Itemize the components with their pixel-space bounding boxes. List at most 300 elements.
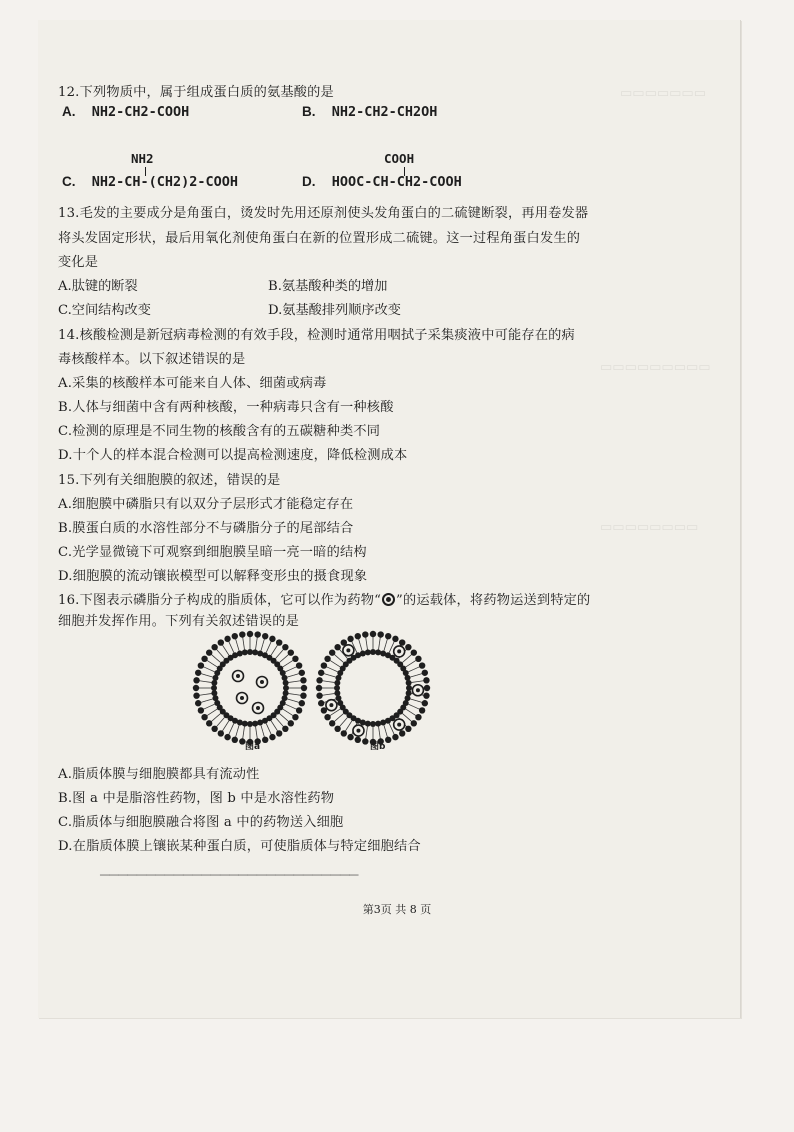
- lipid-head: [218, 639, 224, 645]
- bleed-through-text: ▭▭▭▭▭▭▭▭: [600, 520, 699, 535]
- lipid-tail: [284, 655, 289, 659]
- q12-c-substituent: NH2: [131, 151, 154, 166]
- lipid-tail: [201, 701, 207, 703]
- option-label: B.: [302, 104, 316, 119]
- q16-stem-line1: [58, 589, 590, 608]
- lipid-tail: [332, 669, 337, 671]
- lipid-head: [316, 677, 322, 683]
- lipid-head: [288, 649, 294, 655]
- lipid-tail: [209, 669, 214, 671]
- drug-symbol-icon: [382, 593, 395, 606]
- lipid-head: [247, 649, 253, 655]
- lipid-tail: [279, 722, 283, 727]
- lipid-tail: [222, 726, 225, 731]
- lipid-tail: [334, 655, 339, 659]
- q12-option-d: [302, 174, 462, 190]
- q15-stem: 15.下列有关细胞膜的叙述，错误的是: [58, 473, 281, 488]
- lipid-tail: [229, 642, 231, 647]
- lipid-head: [242, 649, 248, 655]
- lipid-head: [211, 685, 217, 691]
- lipid-tail: [279, 649, 283, 654]
- lipid-head: [283, 680, 289, 686]
- q12-option-a: [62, 104, 189, 120]
- lipid-tail: [392, 642, 394, 647]
- lipid-head: [335, 695, 341, 701]
- drug-molecule-core: [260, 680, 264, 684]
- lipid-tail: [207, 699, 213, 701]
- lipid-head: [422, 670, 428, 676]
- lipid-head: [419, 662, 425, 668]
- lipid-tail: [221, 717, 225, 722]
- lipid-head: [406, 690, 412, 696]
- lipid-head: [347, 734, 353, 740]
- lipid-tail: [217, 649, 221, 654]
- q15-option-b: B.膜蛋白质的水溶性部分不与磷脂分子的尾部结合: [58, 521, 354, 536]
- lipid-head: [239, 631, 245, 637]
- lipid-head: [193, 677, 199, 683]
- lipid-head: [276, 639, 282, 645]
- lipid-tail: [402, 714, 407, 718]
- lipid-head: [193, 692, 199, 698]
- lipid-tail: [407, 655, 412, 659]
- lipid-head: [206, 720, 212, 726]
- lipid-head: [276, 730, 282, 736]
- lipid-tail: [366, 733, 367, 739]
- lipid-head: [247, 721, 253, 727]
- lipid-tail: [266, 647, 268, 652]
- lipid-tail: [288, 712, 293, 715]
- lipid-head: [419, 707, 425, 713]
- lipid-tail: [345, 726, 348, 731]
- q16-option-d: D.在脂质体膜上镶嵌某种蛋白质，可使脂质体与特定细胞结合: [58, 839, 421, 854]
- lipid-tail: [323, 681, 329, 682]
- lipid-head: [415, 656, 421, 662]
- lipid-tail: [379, 638, 380, 644]
- lipid-tail: [295, 694, 301, 695]
- lipid-head: [347, 636, 353, 642]
- figure-a-label: 图a: [245, 742, 261, 752]
- lipid-head: [252, 649, 258, 655]
- lipid-tail: [367, 643, 368, 649]
- lipid-tail: [221, 654, 225, 659]
- lipid-head: [247, 631, 253, 637]
- lipid-tail: [389, 723, 391, 728]
- q13-option-a: A.肽键的断裂: [58, 279, 138, 294]
- lipid-tail: [414, 707, 419, 709]
- lipid-tail: [366, 638, 367, 644]
- lipid-head: [334, 685, 340, 691]
- lipid-head: [282, 675, 288, 681]
- lipid-tail: [416, 674, 422, 676]
- lipid-tail: [201, 674, 207, 676]
- lipid-tail: [212, 664, 217, 667]
- lipid-tail: [411, 712, 416, 715]
- lipid-tail: [339, 659, 344, 663]
- lipid-head: [232, 737, 238, 743]
- lipid-tail: [402, 659, 407, 663]
- lipid-tail: [212, 709, 217, 712]
- lipid-tail: [204, 707, 209, 709]
- lipid-head: [318, 700, 324, 706]
- lipid-tail: [274, 645, 277, 650]
- lipid-head: [282, 726, 288, 732]
- lipid-head: [195, 670, 201, 676]
- q13-option-d: D.氨基酸排列顺序改变: [268, 303, 401, 318]
- drug-molecule-core: [329, 703, 333, 707]
- q14-stem-line2: 毒核酸样本。以下叙述错误的是: [58, 352, 246, 367]
- lipid-tail: [285, 704, 290, 706]
- lipid-tail: [386, 639, 388, 645]
- lipid-tail: [287, 699, 293, 701]
- lipid-tail: [379, 733, 380, 739]
- q14-stem-line1: 14.核酸检测是新冠病毒检测的有效手段，检测时通常用咽拭子采集痰液中可能存在的病: [58, 328, 575, 343]
- bleed-through-text: ▭▭▭▭▭▭▭: [620, 86, 706, 101]
- bleed-through-line: ▁▁▁▁▁▁▁▁▁▁▁▁▁▁▁▁▁▁▁▁▁▁▁▁▁▁▁▁: [100, 862, 359, 876]
- lipid-head: [341, 730, 347, 736]
- lipid-tail: [279, 714, 284, 718]
- lipid-head: [257, 720, 263, 726]
- lipid-head: [406, 685, 412, 691]
- lipid-tail: [226, 721, 229, 726]
- lipid-head: [254, 631, 260, 637]
- lipid-tail: [327, 667, 332, 669]
- lipid-head: [411, 649, 417, 655]
- lipid-head: [355, 737, 361, 743]
- lipid-tail: [410, 699, 416, 701]
- lipid-tail: [205, 694, 211, 695]
- lipid-tail: [334, 717, 339, 721]
- q16-option-a: A.脂质体膜与细胞膜都具有流动性: [58, 767, 260, 782]
- lipid-head: [198, 662, 204, 668]
- lipid-head: [211, 644, 217, 650]
- option-label: D.: [302, 174, 316, 189]
- lipid-head: [232, 633, 238, 639]
- lipid-tail: [293, 701, 299, 703]
- lipid-head: [212, 695, 218, 701]
- lipid-head: [301, 685, 307, 691]
- lipid-tail: [284, 717, 289, 721]
- lipid-head: [292, 656, 298, 662]
- lipid-tail: [340, 722, 344, 727]
- drug-molecule-core: [416, 688, 420, 692]
- drug-molecule-core: [397, 723, 401, 727]
- q15-option-c: C.光学显微镜下可观察到细胞膜呈暗一亮一暗的结构: [58, 545, 367, 560]
- lipid-head: [423, 677, 429, 683]
- lipid-tail: [244, 643, 245, 649]
- lipid-tail: [408, 669, 413, 671]
- liposome-figure: [190, 630, 440, 750]
- q12-option-b: [302, 104, 437, 120]
- drug-molecule-core: [397, 649, 401, 653]
- lipid-tail: [289, 682, 295, 683]
- lipid-tail: [293, 674, 299, 676]
- q12-stem: 12.下列物质中，属于组成蛋白质的氨基酸的是: [58, 85, 334, 100]
- lipid-tail: [243, 733, 244, 739]
- lipid-tail: [207, 660, 212, 663]
- lipid-tail: [288, 660, 293, 663]
- lipid-head: [299, 700, 305, 706]
- lipid-tail: [236, 639, 238, 645]
- lipid-tail: [416, 701, 422, 703]
- lipid-head: [316, 685, 322, 691]
- drug-molecule-core: [346, 648, 350, 652]
- lipid-head: [211, 690, 217, 696]
- lipid-tail: [276, 717, 280, 722]
- q16-option-b: B.图 a 中是脂溶性药物，图 b 中是水溶性药物: [58, 791, 335, 806]
- drug-molecule-core: [240, 696, 244, 700]
- lipid-tail: [216, 659, 221, 663]
- lipid-head: [296, 707, 302, 713]
- q16-stem-pre: 16.下图表示磷脂分子构成的脂质体，它可以作为药物“: [58, 593, 382, 608]
- lipid-tail: [266, 723, 268, 728]
- lipid-head: [334, 680, 340, 686]
- lipid-tail: [291, 707, 296, 709]
- lipid-head: [252, 721, 258, 727]
- lipid-head: [318, 670, 324, 676]
- drug-molecule-core: [256, 706, 260, 710]
- lipid-head: [237, 650, 243, 656]
- lipid-tail: [295, 681, 301, 682]
- lipid-head: [201, 656, 207, 662]
- lipid-tail: [256, 727, 257, 733]
- lipid-tail: [271, 721, 274, 726]
- lipid-head: [377, 631, 383, 637]
- q16-stem-post: ”的运载体，将药物运送到特定的: [396, 593, 591, 608]
- lipid-tail: [269, 729, 271, 734]
- lipid-head: [411, 720, 417, 726]
- lipid-head: [399, 639, 405, 645]
- lipid-tail: [274, 726, 277, 731]
- lipid-tail: [335, 664, 340, 667]
- lipid-tail: [222, 645, 225, 650]
- lipid-tail: [339, 714, 344, 718]
- q13-stem-line1: 13.毛发的主要成分是角蛋白，烫发时先用还原剂使头发角蛋白的二硫键断裂，再用卷发器: [58, 206, 589, 221]
- lipid-tail: [231, 723, 233, 728]
- lipid-head: [360, 650, 366, 656]
- lipid-tail: [279, 659, 284, 663]
- lipid-head: [385, 633, 391, 639]
- option-label: A.: [62, 104, 76, 119]
- lipid-tail: [411, 660, 416, 663]
- lipid-tail: [263, 731, 265, 737]
- lipid-tail: [211, 655, 216, 659]
- lipid-head: [380, 720, 386, 726]
- lipid-head: [201, 714, 207, 720]
- lipid-tail: [261, 725, 263, 731]
- lipid-head: [206, 649, 212, 655]
- lipid-tail: [237, 725, 239, 731]
- lipid-head: [405, 726, 411, 732]
- bleed-through-text: ▭▭▭▭▭▭▭▭▭: [600, 360, 711, 375]
- lipid-tail: [330, 660, 335, 663]
- lipid-head: [300, 677, 306, 683]
- q12-d-substituent: COOH: [384, 151, 415, 166]
- lipid-head: [324, 714, 330, 720]
- lipid-head: [424, 685, 430, 691]
- lipid-tail: [287, 675, 293, 677]
- lipid-head: [211, 680, 217, 686]
- lipid-tail: [244, 727, 245, 733]
- lipid-head: [292, 714, 298, 720]
- q13-stem-line3: 变化是: [58, 255, 99, 270]
- lipid-tail: [209, 704, 214, 706]
- lipid-tail: [289, 694, 295, 695]
- lipid-head: [370, 721, 376, 727]
- lipid-tail: [207, 712, 212, 715]
- lipid-head: [334, 644, 340, 650]
- lipid-head: [423, 692, 429, 698]
- q14-option-a: A.采集的核酸样本可能来自人体、细菌或病毒: [58, 376, 327, 391]
- lipid-head: [334, 726, 340, 732]
- lipid-head: [288, 720, 294, 726]
- lipid-tail: [349, 721, 352, 726]
- q13-option-c: C.空间结构改变: [58, 303, 151, 318]
- lipid-tail: [360, 645, 362, 651]
- lipid-head: [193, 685, 199, 691]
- lipid-head: [321, 662, 327, 668]
- lipid-tail: [412, 682, 418, 683]
- lipid-head: [405, 644, 411, 650]
- lipid-tail: [217, 722, 221, 727]
- lipid-head: [375, 649, 381, 655]
- page-number: 第3页 共 8 页: [362, 903, 432, 916]
- lipid-head: [218, 730, 224, 736]
- formula: NH2-CH2-COOH: [91, 104, 190, 120]
- drug-molecule-core: [236, 674, 240, 678]
- lipid-tail: [328, 682, 334, 683]
- formula: NH2-CH-(CH2)2-COOH: [91, 174, 239, 190]
- lipid-tail: [330, 712, 335, 715]
- lipid-tail: [328, 694, 334, 695]
- lipid-tail: [344, 717, 348, 722]
- lipid-tail: [354, 647, 356, 652]
- lipid-tail: [324, 674, 330, 676]
- q12-option-c: [62, 174, 238, 190]
- lipid-head: [399, 730, 405, 736]
- lipid-head: [385, 737, 391, 743]
- lipid-head: [334, 690, 340, 696]
- lipid-head: [262, 737, 268, 743]
- lipid-tail: [207, 675, 213, 677]
- lipid-head: [329, 720, 335, 726]
- lipid-head: [283, 690, 289, 696]
- lipid-head: [362, 631, 368, 637]
- lipid-head: [329, 649, 335, 655]
- lipid-head: [392, 734, 398, 740]
- lipid-head: [392, 636, 398, 642]
- lipid-tail: [406, 664, 411, 667]
- lipid-tail: [271, 650, 274, 655]
- lipid-tail: [406, 709, 411, 712]
- lipid-head: [195, 700, 201, 706]
- lipid-tail: [407, 717, 412, 721]
- lipid-head: [262, 633, 268, 639]
- lipid-tail: [256, 643, 257, 649]
- lipid-head: [300, 692, 306, 698]
- lipid-tail: [216, 714, 221, 718]
- lipid-head: [224, 636, 230, 642]
- liposome-b-diagram: [316, 631, 430, 745]
- lipid-tail: [229, 729, 231, 734]
- formula: HOOC-CH-CH2-COOH: [331, 174, 462, 190]
- q14-option-d: D.十个人的样本混合检测可以提高检测速度，降低检测成本: [58, 448, 408, 463]
- lipid-head: [365, 649, 371, 655]
- lipid-tail: [418, 681, 424, 682]
- lipid-tail: [231, 647, 233, 652]
- lipid-tail: [204, 667, 209, 669]
- drug-molecule-core: [356, 729, 360, 733]
- lipid-head: [316, 692, 322, 698]
- lipid-head: [242, 721, 248, 727]
- q14-option-c: C.检测的原理是不同生物的核酸含有的五碳糖种类不同: [58, 424, 381, 439]
- lipid-head: [299, 670, 305, 676]
- lipid-head: [296, 662, 302, 668]
- lipid-tail: [379, 727, 380, 733]
- lipid-head: [198, 707, 204, 713]
- lipid-tail: [237, 645, 239, 651]
- lipid-head: [406, 680, 412, 686]
- lipid-head: [355, 633, 361, 639]
- lipid-tail: [410, 675, 416, 677]
- lipid-tail: [256, 638, 257, 644]
- lipid-tail: [285, 669, 290, 671]
- lipid-head: [362, 738, 368, 744]
- lipid-tail: [205, 682, 211, 683]
- lipid-tail: [283, 709, 288, 712]
- q14-option-b: B.人体与细菌中含有两种核酸，一种病毒只含有一种核酸: [58, 400, 394, 415]
- lipid-tail: [243, 638, 244, 644]
- q13-option-b: B.氨基酸种类的增加: [268, 279, 388, 294]
- lipid-tail: [276, 654, 280, 659]
- lipid-head: [283, 685, 289, 691]
- q13-stem-line2: 将头发固定形状，最后用氧化剂使角蛋白在新的位置形成二硫键。这一过程角蛋白发生的: [58, 231, 581, 246]
- lipid-tail: [226, 650, 229, 655]
- q15-option-d: D.细胞膜的流动镶嵌模型可以解释变形虫的摄食现象: [58, 569, 368, 584]
- lipid-tail: [269, 642, 271, 647]
- lipid-tail: [256, 733, 257, 739]
- lipid-tail: [389, 647, 391, 652]
- lipid-tail: [263, 639, 265, 645]
- lipid-tail: [261, 645, 263, 651]
- lipid-tail: [384, 645, 386, 651]
- lipid-tail: [392, 729, 394, 734]
- lipid-tail: [414, 667, 419, 669]
- lipid-tail: [283, 664, 288, 667]
- lipid-head: [365, 721, 371, 727]
- lipid-head: [370, 631, 376, 637]
- lipid-head: [375, 721, 381, 727]
- lipid-tail: [211, 717, 216, 721]
- lipid-tail: [330, 675, 336, 677]
- lipid-head: [405, 675, 411, 681]
- q16-option-c: C.脂质体与细胞膜融合将图 a 中的药物送入细胞: [58, 815, 344, 830]
- option-label: C.: [62, 174, 76, 189]
- lipid-head: [422, 700, 428, 706]
- lipid-tail: [367, 727, 368, 733]
- lipid-head: [324, 656, 330, 662]
- lipid-tail: [323, 694, 329, 695]
- lipid-tail: [384, 725, 386, 731]
- lipid-tail: [359, 639, 361, 645]
- formula: NH2-CH2-CH2OH: [331, 104, 438, 120]
- lipid-head: [269, 636, 275, 642]
- lipid-head: [269, 734, 275, 740]
- lipid-tail: [386, 731, 388, 737]
- lipid-tail: [200, 694, 206, 695]
- lipid-head: [282, 644, 288, 650]
- liposome-a-diagram: [193, 631, 307, 745]
- lipid-tail: [236, 731, 238, 737]
